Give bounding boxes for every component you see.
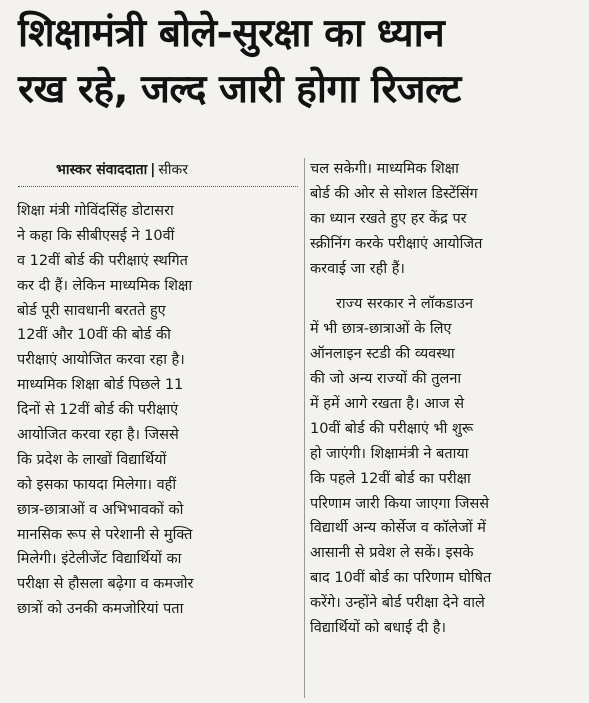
byline	[56, 160, 188, 180]
article-right-column	[310, 157, 576, 641]
right-column-line: का ध्यान रखते हुए हर केंद्र पर	[310, 210, 467, 227]
right-column-line: कि पहले 12वीं बोर्ड का परीक्षा	[310, 470, 471, 487]
headline-line-2: रख रहे, जल्द जारी होगा रिजल्ट	[18, 67, 461, 112]
left-column-line: मिलेगी। इंटेलीजेंट विद्यार्थियों का	[17, 551, 182, 568]
left-column-line: बोर्ड पूरी सावधानी बरतते हुए	[17, 302, 166, 319]
right-column-line: करेंगे। उन्होंने बोर्ड परीक्षा देने वाले	[310, 595, 485, 612]
column-divider	[304, 158, 305, 698]
right-column-line: बाद 10वीं बोर्ड का परिणाम घोषित	[310, 570, 492, 587]
left-column-line: छात्रों को उनकी कमजोरियां पता	[17, 601, 184, 618]
left-column-line: माध्यमिक शिक्षा बोर्ड पिछले 11	[17, 377, 184, 394]
left-column-line: 12वीं और 10वीं की बोर्ड की	[17, 327, 171, 344]
left-column-line: कर दी हैं। लेकिन माध्यमिक शिक्षा	[17, 277, 193, 294]
right-column-line: में हमें आगे रखता है। आज से	[310, 396, 465, 413]
right-column-line: स्क्रीनिंग करके परीक्षाएं आयोजित	[310, 235, 483, 252]
right-column-line: विद्यार्थी अन्य कोर्सेज व कॉलेजों में	[310, 520, 486, 537]
right-column-line: में भी छात्र-छात्राओं के लिए	[310, 321, 452, 338]
right-column-line: की जो अन्य राज्यों की तुलना	[310, 371, 462, 388]
byline-rule	[18, 186, 298, 187]
byline-author: भास्कर संवाददाता	[56, 162, 148, 178]
right-column-line: आसानी से प्रवेश ले सकें। इसके	[310, 545, 474, 562]
left-column-line: दिनों से 12वीं बोर्ड की परीक्षाएं	[17, 402, 179, 419]
byline-place: सीकर	[158, 162, 188, 178]
headline-line-1: शिक्षामंत्री बोले-सुरक्षा का ध्यान	[18, 11, 445, 56]
left-column-line: व 12वीं बोर्ड की परीक्षाएं स्थगित	[17, 252, 188, 269]
left-column-line: छात्र-छात्राओं व अभिभावकों को	[17, 501, 184, 518]
left-column-line: को इसका फायदा मिलेगा। वहीं	[17, 476, 177, 493]
left-column-line: कि प्रदेश के लाखों विद्यार्थियों	[17, 451, 167, 468]
left-column-line: मानसिक रूप से परेशानी से मुक्ति	[17, 526, 193, 543]
right-column-line: चल सकेगी। माध्यमिक शिक्षा	[310, 161, 459, 177]
right-column-line: परिणाम जारी किया जाएगा जिससे	[310, 495, 490, 512]
right-column-line: बोर्ड की ओर से सोशल डिस्टेंसिंग	[310, 185, 478, 202]
right-column-line: करवाई जा रही हैं।	[310, 260, 405, 277]
left-column-line: ने कहा कि सीबीएसई ने 10वीं	[17, 227, 175, 244]
paragraph-gap	[310, 281, 576, 292]
left-column-line: आयोजित करवा रहा है। जिससे	[17, 427, 179, 444]
right-column-line: विद्यार्थियों को बधाई दी है।	[310, 620, 446, 637]
left-column-line: शिक्षा मंत्री गोविंदसिंह डोटासरा	[17, 203, 174, 219]
headline	[18, 6, 578, 118]
left-column-line: परीक्षा से हौसला बढ़ेगा व कमजोर	[17, 576, 194, 593]
right-column-line: हो जाएंगी। शिक्षामंत्री ने बताया	[310, 445, 469, 462]
left-column-line: परीक्षाएं आयोजित करवा रहा है।	[17, 352, 185, 369]
byline-separator: |	[150, 162, 156, 178]
right-column-line: 10वीं बोर्ड की परीक्षाएं भी शुरू	[310, 420, 474, 437]
right-column-line: ऑनलाइन स्टडी की व्यवस्था	[310, 346, 455, 363]
article-left-column	[17, 199, 297, 622]
right-column-line: राज्य सरकार ने लॉकडाउन	[336, 296, 474, 313]
